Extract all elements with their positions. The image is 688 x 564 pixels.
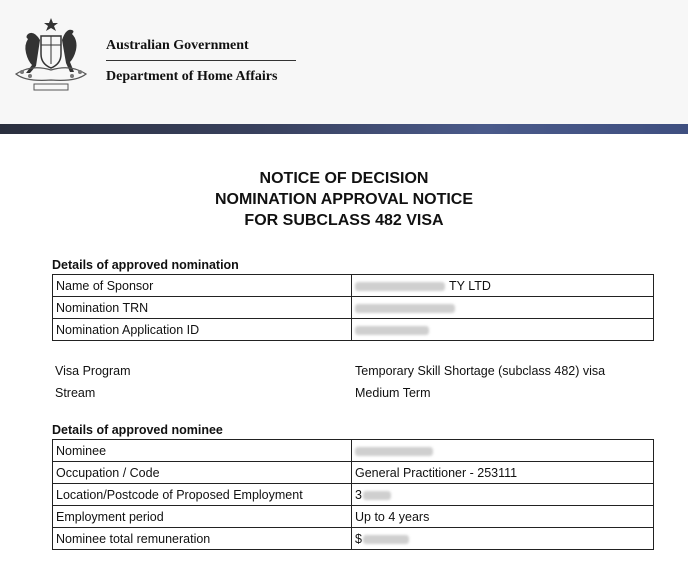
nominee-table	[52, 439, 654, 550]
header-divider	[106, 60, 296, 61]
notice-title-line1: NOTICE OF DECISION	[259, 170, 429, 187]
table-row	[53, 506, 654, 528]
table-row	[53, 528, 654, 550]
row-value	[352, 528, 654, 550]
coat-of-arms-icon	[6, 14, 96, 94]
table-row	[53, 275, 654, 297]
table-row	[53, 462, 654, 484]
occupation-value: General Practitioner - 253111	[352, 462, 654, 484]
notice-title-line2: NOMINATION APPROVAL NOTICE	[214, 191, 474, 208]
redacted-text	[363, 535, 409, 544]
table-row	[53, 297, 654, 319]
redacted-text	[363, 491, 391, 500]
stream-value: Medium Term	[355, 386, 431, 400]
postcode-value: 3	[355, 487, 362, 502]
row-label: Occupation / Code	[53, 462, 352, 484]
row-label: Location/Postcode of Proposed Employment	[53, 484, 352, 506]
row-value	[352, 440, 654, 462]
row-label: Nominee	[53, 440, 352, 462]
table-row	[53, 440, 654, 462]
row-value	[352, 319, 654, 341]
row-value	[352, 297, 654, 319]
redacted-text	[355, 304, 455, 313]
remuneration-value: $	[355, 531, 362, 546]
header-banner	[0, 0, 688, 124]
nomination-section-title: Details of approved nomination	[52, 258, 239, 272]
row-label: Nomination Application ID	[53, 319, 352, 341]
nomination-table	[52, 274, 654, 341]
row-value	[352, 275, 654, 297]
header-color-band	[0, 124, 688, 134]
employment-period-value: Up to 4 years	[352, 506, 654, 528]
stream-label: Stream	[55, 386, 96, 400]
notice-title-line3: FOR SUBCLASS 482 VISA	[244, 212, 444, 229]
redacted-text	[355, 447, 433, 456]
row-label: Nomination TRN	[53, 297, 352, 319]
redacted-text	[355, 326, 429, 335]
visa-program-label: Visa Program	[55, 364, 131, 378]
row-label: Employment period	[53, 506, 352, 528]
row-label: Nominee total remuneration	[53, 528, 352, 550]
table-row	[53, 319, 654, 341]
table-row	[53, 484, 654, 506]
row-label: Name of Sponsor	[53, 275, 352, 297]
sponsor-name-value: TY LTD	[449, 278, 491, 293]
department-name: Department of Home Affairs	[106, 69, 278, 84]
visa-program-value: Temporary Skill Shortage (subclass 482) visa	[355, 364, 606, 378]
nominee-section-title: Details of approved nominee	[52, 423, 223, 437]
row-value	[352, 484, 654, 506]
government-name: Australian Government	[106, 38, 249, 53]
redacted-text	[355, 282, 445, 291]
